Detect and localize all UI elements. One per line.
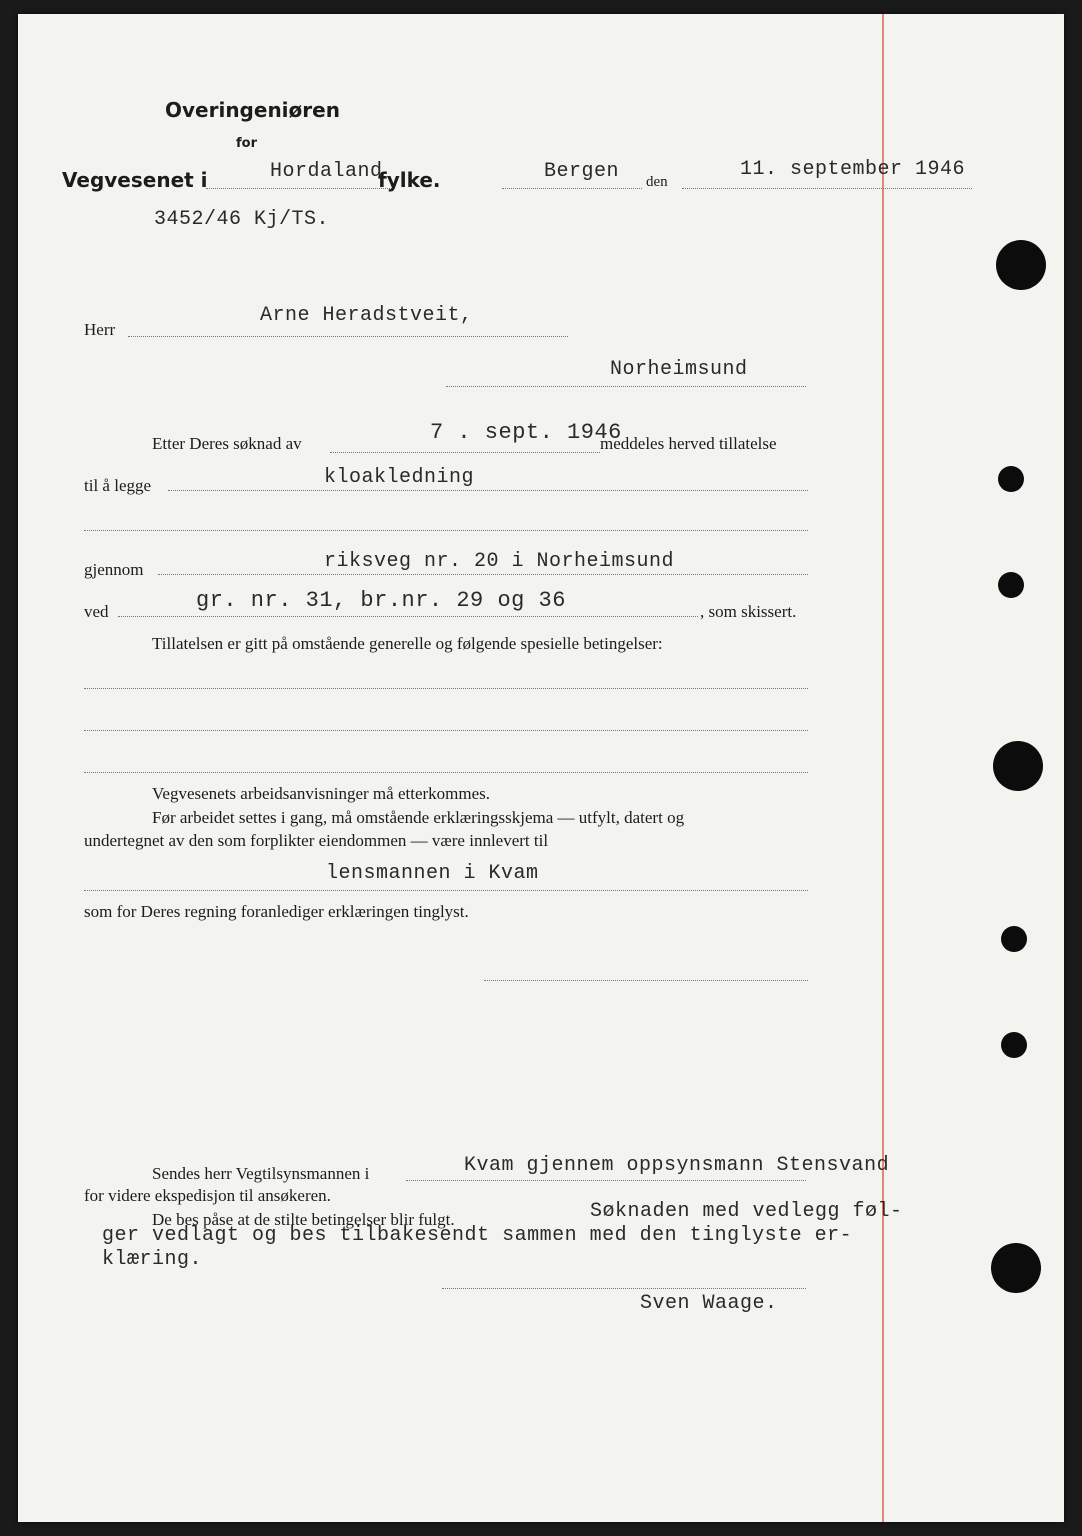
office-title: Overingeniøren [165,98,340,122]
recipient-name: Arne Heradstveit, [260,304,473,327]
condition-dotted-line [84,772,808,773]
gjennom-label: gjennom [84,560,144,579]
punch-hole [998,466,1024,492]
reference-number: 3452/46 Kj/TS. [154,208,330,231]
instructions-line-1: Vegvesenets arbeidsanvisninger må etterkommes. [152,784,491,803]
authority-name: lensmannen i Kvam [326,862,539,885]
blank-dotted-line [484,980,808,981]
skissert-text: , som skissert. [700,602,797,621]
at-dotted-line [118,616,698,617]
punch-hole [991,1243,1041,1293]
property-numbers: gr. nr. 31, br.nr. 29 og 36 [196,588,566,613]
sendes-recipient: Kvam gjennem oppsynsmann Stensvand [464,1154,890,1177]
signature: Sven Waage. [640,1292,778,1315]
place-name: Bergen [544,160,620,183]
condition-dotted-line [84,688,808,689]
what-dotted-line [168,490,808,491]
salutation: Herr [84,320,116,339]
tinglyst-text: som for Deres regning foranlediger erklæringen tinglyst. [84,902,469,921]
til-label: til å legge [84,476,152,495]
permission-text: meddeles herved tillatelse [600,434,777,453]
ved-label: ved [84,602,109,621]
instructions-line-2: Før arbeidet settes i gang, må omstående erklæringsskjema — utfylt, datert og [152,808,685,827]
note-line-3: klæring. [102,1248,203,1271]
through-road: riksveg nr. 20 i Norheimsund [324,550,675,573]
place-dotted-line [502,188,642,189]
den-label: den [646,174,668,190]
authority-dotted-line [84,890,808,891]
note-line-2: ger vedlagt og bes tilbakesendt sammen med den tinglyste er- [102,1224,853,1247]
location-dotted-line [446,386,806,387]
through-dotted-line [158,574,808,575]
blank-dotted-line [84,530,808,531]
county-suffix: fylke. [378,168,441,192]
county-name: Hordaland [270,160,383,183]
conditions-intro: Tillatelsen er gitt på omstående generelle og følgende spesielle betingelser: [152,634,663,653]
application-prefix: Etter Deres søknad av [152,434,302,453]
instructions-line-3: undertegnet av den som forplikter eiendommen — være innlevert til [84,831,549,850]
department-label: Vegvesenet i [62,168,208,192]
bes-pase-text: De bes påse at de stilte betingelser blir fulgt. [152,1210,455,1229]
sendes-dotted-line [406,1180,806,1181]
punch-hole [1001,1032,1027,1058]
condition-dotted-line [84,730,808,731]
signature-dotted-line [442,1288,806,1289]
red-margin-line [882,14,884,1522]
punch-hole [1001,926,1027,952]
recipient-dotted-line [128,336,568,337]
punch-hole [998,572,1024,598]
sendes-text: Sendes herr Vegtilsynsmannen i [152,1164,370,1183]
note-line-1: Søknaden med vedlegg føl- [590,1200,903,1223]
date-dotted-line [682,188,972,189]
videre-text: for videre ekspedisjon til ansøkeren. [84,1186,331,1205]
recipient-location: Norheimsund [610,358,748,381]
application-date: 7 . sept. 1946 [430,420,622,445]
application-dotted-line [330,452,600,453]
document-page [18,14,1064,1522]
punch-hole [993,741,1043,791]
punch-hole [996,240,1046,290]
county-dotted-line [206,188,392,189]
for-label: for [236,136,257,151]
work-description: kloakledning [324,466,475,489]
letter-date: 11. september 1946 [740,158,966,181]
